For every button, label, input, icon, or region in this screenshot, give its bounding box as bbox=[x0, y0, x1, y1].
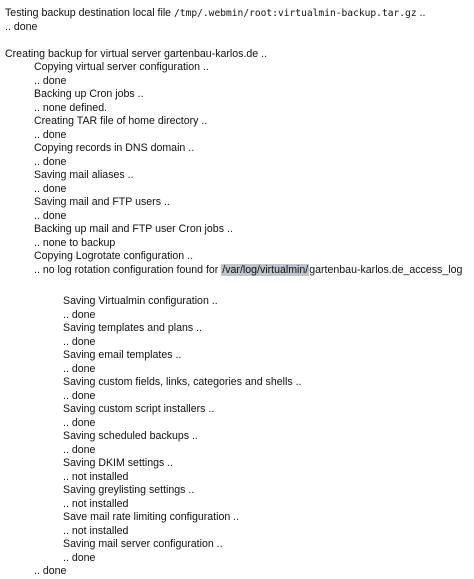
substep-action: Saving mail server configuration .. bbox=[63, 538, 223, 550]
substep-result: .. done bbox=[63, 443, 96, 456]
substep-action: Saving scheduled backups .. bbox=[63, 430, 198, 442]
substep-result: .. done bbox=[63, 389, 96, 402]
step-result: .. done bbox=[34, 155, 67, 168]
substep-action: Saving templates and plans .. bbox=[63, 322, 202, 334]
creating-backup-line: Creating backup for virtual server gartenbau-karlos.de .. bbox=[5, 47, 268, 60]
test-destination-line bbox=[5, 7, 474, 21]
substep-action: Saving Virtualmin configuration .. bbox=[63, 295, 218, 307]
step-result: .. done bbox=[34, 74, 67, 87]
step-result: .. none to backup bbox=[34, 236, 116, 249]
step-result: .. done bbox=[34, 209, 67, 222]
step-result: .. none defined. bbox=[34, 101, 108, 114]
step-result: .. done bbox=[34, 128, 67, 141]
substep-result: .. done bbox=[63, 362, 96, 375]
substep-result: .. done bbox=[63, 308, 96, 321]
substep-action: Saving DKIM settings .. bbox=[63, 457, 174, 469]
substep-action: Saving email templates .. bbox=[63, 349, 182, 361]
step-action: Saving mail aliases .. bbox=[34, 169, 134, 181]
step-action: Backing up mail and FTP user Cron jobs .. bbox=[34, 223, 233, 235]
test-destination-suffix: .. bbox=[416, 7, 426, 19]
step-action: Creating TAR file of home directory .. bbox=[34, 115, 208, 127]
substep-result: .. done bbox=[63, 416, 96, 429]
final-result: .. done bbox=[34, 565, 67, 577]
substep-action: Saving custom script installers .. bbox=[63, 403, 215, 415]
substep-action: Saving greylisting settings .. bbox=[63, 484, 195, 496]
step-action: Copying virtual server configuration .. bbox=[34, 61, 209, 73]
substep-result: .. not installed bbox=[63, 470, 129, 483]
substep-result: .. not installed bbox=[63, 524, 129, 537]
substep-result: .. done bbox=[63, 335, 96, 348]
logrotate-result-prefix: .. no log rotation configuration found for bbox=[34, 263, 222, 276]
logrotate-result bbox=[5, 264, 474, 278]
step-action: Saving mail and FTP users .. bbox=[34, 196, 170, 208]
substep-result: .. done bbox=[63, 551, 96, 564]
test-destination-result: .. done bbox=[5, 20, 38, 33]
logrotate-result-suffix: gartenbau-karlos.de_access_log bbox=[309, 263, 463, 276]
step-action: Backing up Cron jobs .. bbox=[34, 88, 144, 100]
logrotate-action: Copying Logrotate configuration .. bbox=[34, 250, 194, 262]
substep-action: Save mail rate limiting configuration .. bbox=[63, 511, 240, 523]
substep-action: Saving custom fields, links, categories and shells .. bbox=[63, 376, 302, 388]
highlighted-log-path: /var/log/virtualmin/ bbox=[222, 263, 309, 276]
backup-log bbox=[5, 7, 474, 579]
step-action: Copying records in DNS domain .. bbox=[34, 142, 195, 154]
test-destination-prefix: Testing backup destination local file bbox=[5, 7, 175, 19]
substep-result: .. not installed bbox=[63, 497, 129, 510]
backup-file-path: /tmp/.webmin/root:virtualmin-backup.tar.gz bbox=[174, 8, 417, 19]
step-result: .. done bbox=[34, 182, 67, 195]
